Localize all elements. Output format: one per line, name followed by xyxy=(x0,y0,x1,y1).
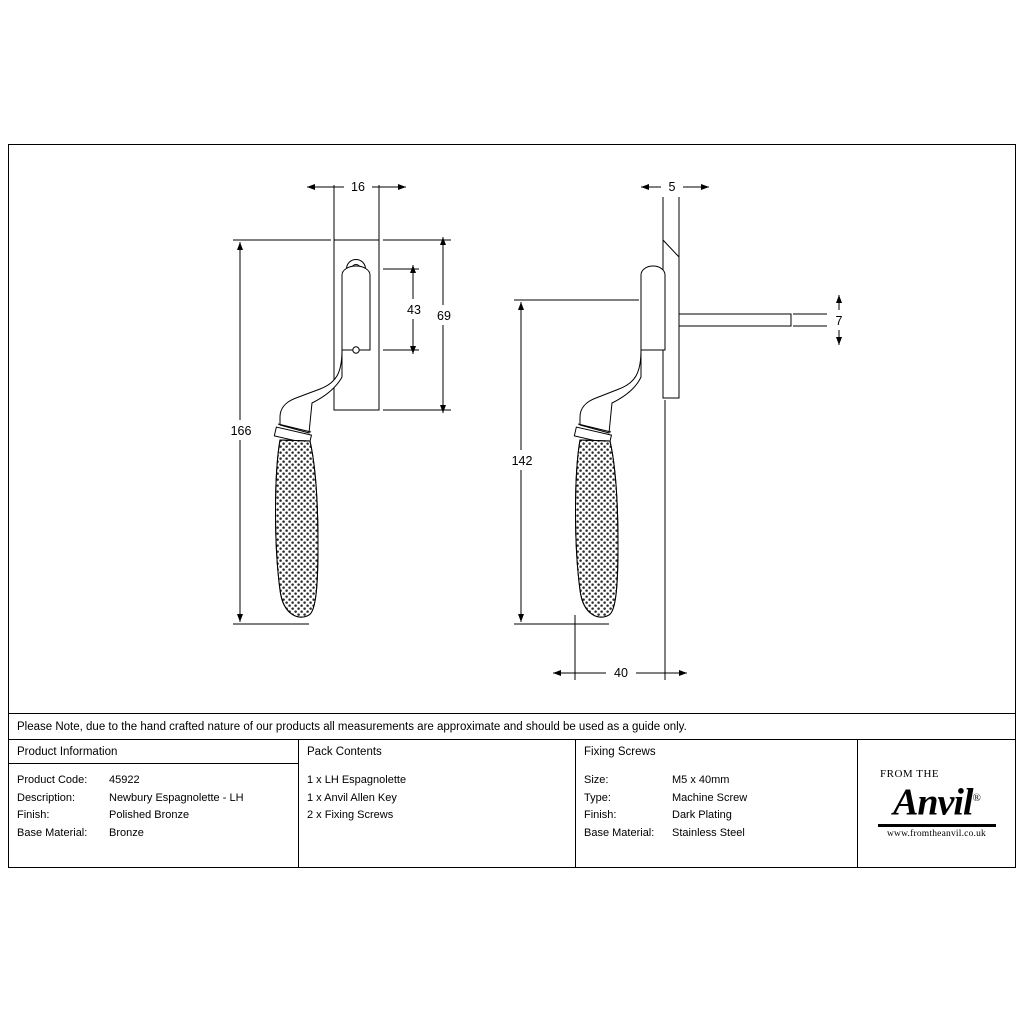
technical-drawing-area xyxy=(9,145,1015,713)
dim-43 xyxy=(383,265,427,354)
logo-from-the-text: FROM THE xyxy=(880,768,940,781)
table-row xyxy=(584,772,857,790)
logo-divider xyxy=(878,824,996,827)
dim-16 xyxy=(307,177,406,245)
logo-anvil-text: Anvil xyxy=(893,781,973,824)
list-item: 1 x LH Espagnolette xyxy=(307,774,407,786)
drawing-svg xyxy=(9,145,1015,713)
drawing-sheet xyxy=(8,144,1016,868)
svg-text:7: 7 xyxy=(835,314,843,328)
screw-type-label: Type: xyxy=(584,791,611,804)
product-information-column xyxy=(9,740,299,867)
info-table xyxy=(9,740,1015,867)
dim-40 xyxy=(553,400,687,683)
side-view-geometry xyxy=(574,240,791,617)
finish-value: Polished Bronze xyxy=(109,809,190,821)
svg-text:16: 16 xyxy=(351,180,365,194)
logo-url: www.fromtheanvil.co.uk xyxy=(886,828,987,839)
table-row xyxy=(584,807,857,825)
svg-text:40: 40 xyxy=(614,666,628,680)
brand-logo-column xyxy=(858,740,1015,867)
product-code-label: Product Code: xyxy=(17,774,88,786)
dim-69 xyxy=(383,237,457,413)
dim-5 xyxy=(641,177,709,257)
product-code-value: 45922 xyxy=(109,774,140,786)
pack-contents-column xyxy=(299,740,576,867)
product-information-heading: Product Information xyxy=(9,740,298,764)
front-view-geometry xyxy=(274,240,379,617)
screw-base-material-label: Base Material: xyxy=(584,826,655,839)
list-item: 2 x Fixing Screws xyxy=(307,809,394,821)
svg-text:69: 69 xyxy=(437,309,451,323)
svg-text:166: 166 xyxy=(230,424,252,438)
table-row xyxy=(584,825,857,843)
base-material-value: Bronze xyxy=(109,826,144,839)
screw-type-value: Machine Screw xyxy=(672,791,748,804)
svg-text:142: 142 xyxy=(511,454,533,468)
svg-text:5: 5 xyxy=(668,180,676,194)
list-item: 1 x Anvil Allen Key xyxy=(307,791,397,804)
finish-label: Finish: xyxy=(17,809,50,821)
description-value: Newbury Espagnolette - LH xyxy=(109,791,244,804)
dim-7 xyxy=(793,295,851,345)
screw-size-value: M5 x 40mm xyxy=(672,774,730,786)
logo-anvil-wordmark xyxy=(893,778,980,823)
fixing-screws-heading: Fixing Screws xyxy=(584,746,656,758)
dim-142 xyxy=(505,300,639,624)
base-material-label: Base Material: xyxy=(17,826,88,839)
pack-contents-heading: Pack Contents xyxy=(307,746,382,758)
screw-finish-value: Dark Plating xyxy=(672,809,732,821)
fixing-screws-column xyxy=(576,740,858,867)
table-row xyxy=(17,790,298,808)
table-row xyxy=(17,772,298,790)
measurement-note: Please Note, due to the hand crafted nature of our products all measurements are approximate and should be used as a guide only. xyxy=(9,713,1015,740)
table-row xyxy=(17,825,298,843)
table-row xyxy=(17,807,298,825)
registered-trademark-icon: ® xyxy=(972,792,980,805)
svg-text:43: 43 xyxy=(407,303,421,317)
description-label: Description: xyxy=(17,791,76,804)
screw-finish-label: Finish: xyxy=(584,809,617,821)
screw-base-material-value: Stainless Steel xyxy=(672,826,745,839)
table-row xyxy=(584,790,857,808)
screw-size-label: Size: xyxy=(584,774,609,786)
